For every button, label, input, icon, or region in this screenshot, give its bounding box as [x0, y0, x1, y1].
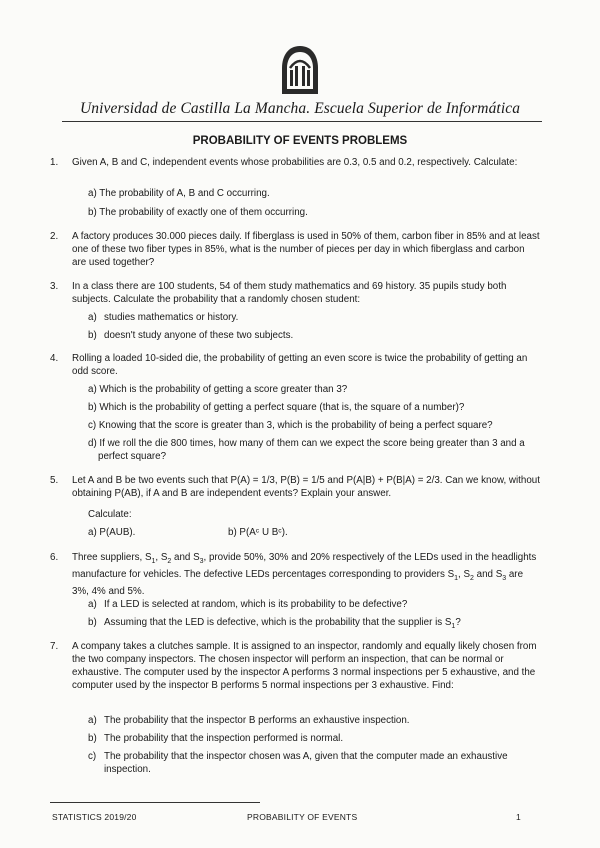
university-name: Universidad de Castilla La Mancha. Escuela Superior de Informática [79, 100, 521, 117]
header-rule [62, 121, 542, 122]
problem-number: 6. [50, 552, 59, 563]
problem-text: Rolling a loaded 10-sided die, the probability of getting an even score is twice the probability of getting an odd score. [72, 353, 528, 377]
problem-4-part-a: a) Which is the probability of getting a score greater than 3? [88, 384, 348, 395]
problem-3 [50, 280, 540, 306]
problem-number: 2. [50, 231, 59, 242]
problem-text: Let A and B be two events such that P(A) = 1/3, P(B) = 1/5 and P(A|B) + P(B|A) = 2/3. Can we know, without obtaining P(AB), if A and B are independent events? Explain your answer. [72, 475, 540, 499]
footer-course: STATISTICS 2019/20 [52, 812, 137, 822]
footer-section: PROBABILITY OF EVENTS [247, 812, 358, 822]
problem-number: 7. [50, 641, 59, 652]
document-page: Universidad de Castilla La Mancha. Escuela Superior de Informática PROBABILITY OF EVENTS PROBLEMS 1. Given A, B and C, independent events whose probabilities are 0.3, 0.5 and 0.2, respectively. Calculate: a) The probability of A, B and C occurring. b) The probability of exactly one of them occurring. 2. A factory produces 30.000 pieces daily. If fiberglass is used in 50% of them, carbon fiber in 85% and at least one of these two fiber types in 85%, what is the number of pieces per day in which fiberglass and carbon are used together? 3. In a class there are 100 students, 54 of them study mathematics and 69 history. 35 pupils study both subjects. Calculate the probability that a randomly chosen student: a) studies mathematics or history. b) doesn't study anyone of these two subjects. 4. Rolling a loaded 10-sided die, the probability of getting an even score is twice the probability of getting an odd score. a) Which is the probability of getting a score greater than 3? b) Which is the probability of getting a perfect square (that is, the square of a number)? c) Knowing that the score is greater than 3, which is the probability of being a perfect square? d) If we roll the die 800 times, how many of them can we expect the score being greater than 3 and a perfect square? 5. Let A and B be two events such that P(A) = 1/3, P(B) = 1/5 and P(A|B) + P(B|A) = 2/3. Can we know, without obtaining P(AB), if A and B are independent events? Explain your answer. Calculate: a) P(AUB). b) P(Aᶜ U Bᶜ). 6. Three suppliers, $S_1$, $S_2$ and $S_3$, provide 50%, 30% and 20% respectively of the LEDs used in the headlights manufacture for vehicles. The defective LEDs percentages corresponding to providers $S_1$, $S_2$ and $S_3$ are 3%, 4% and 5%. a) If a LED is selected at random, which is its probability to be defective? b) Assuming that the LED is defective, which is the probability that the supplier is $S_1$? 7. A company takes a clutches sample. It is assigned to an inspector, randomly and equally likely chosen from the two company inspectors. The chosen inspector will perform an inspection, that can be normal or exhaustive. The computer used by the inspector A performs 3 normal inspections per 5 exhaustive, and the computer used by the inspector B performs 5 normal inspections per 3 exhaustive. Find: a) The probability that the inspector B performs an exhaustive inspection. b) The probability that the inspection performed is normal. c) The probability that the inspector chosen was A, given that the computer made an exhaustive inspection. STATISTICS 2019/20 PROBABILITY OF EVENTS 1 [0, 0, 600, 848]
problem-number: 5. [50, 475, 59, 486]
problem-1-part-a: a) The probability of A, B and C occurring. [88, 188, 270, 199]
university-crest-icon [280, 44, 320, 96]
problem-6: 6. Three suppliers, $S_1$, $S_2$ and $S_3$, provide 50%, 30% and 20% respectively of the LEDs used in the headlights manufacture for vehicles. The defective LEDs percentages corresponding to providers $S_1$, $S_2$ and $S_3$ are 3%, 4% and 5%. [50, 552, 537, 597]
problem-5-part-a: a) P(AUB). [88, 527, 136, 538]
problem-4 [50, 352, 540, 378]
problem-4-part-c: c) Knowing that the score is greater than 3, which is the probability of being a perfect square? [88, 420, 493, 431]
problem-number: 1. [50, 157, 59, 168]
page-title: PROBABILITY OF EVENTS PROBLEMS [192, 135, 408, 147]
problem-1-part-b: b) The probability of exactly one of them occurring. [88, 207, 308, 218]
problem-5-calculate: Calculate: [88, 509, 132, 520]
problem-5-part-b: b) P(Aᶜ U Bᶜ). [228, 527, 288, 538]
problem-text: In a class there are 100 students, 54 of them study mathematics and 69 history. 35 pupils study both subjects. Calculate the probability that a randomly chosen student: [72, 281, 507, 305]
problem-4-part-d: d) If we roll the die 800 times, how many of them can we expect the score being greater than 3 and a perfect square? [88, 438, 525, 462]
problem-4-part-b: b) Which is the probability of getting a perfect square (that is, the square of a number)? [88, 402, 465, 413]
problem-1 [50, 156, 540, 169]
problem-2 [50, 230, 540, 269]
problem-number: 3. [50, 281, 59, 292]
problem-5 [50, 474, 540, 500]
problem-text: Given A, B and C, independent events whose probabilities are 0.3, 0.5 and 0.2, respectively. Calculate: [72, 157, 518, 168]
footer-rule [50, 802, 260, 803]
page-number: 1 [516, 812, 521, 822]
problem-text: A factory produces 30.000 pieces daily. If fiberglass is used in 50% of them, carbon fiber in 85% and at least one of these two fiber types in 85%, what is the number of pieces per day in which fiberglass and carbon are used together? [72, 231, 540, 268]
problem-text: A company takes a clutches sample. It is assigned to an inspector, randomly and equally likely chosen from the two company inspectors. The chosen inspector will perform an inspection, that can be normal or exhaustive. The computer used by the inspector A performs 3 normal inspections per 5 exhaustive, and the computer used by the inspector B performs 5 normal inspections per 3 exhaustive. Find: [72, 641, 537, 691]
problem-number: 4. [50, 353, 59, 364]
problem-7 [50, 640, 540, 692]
